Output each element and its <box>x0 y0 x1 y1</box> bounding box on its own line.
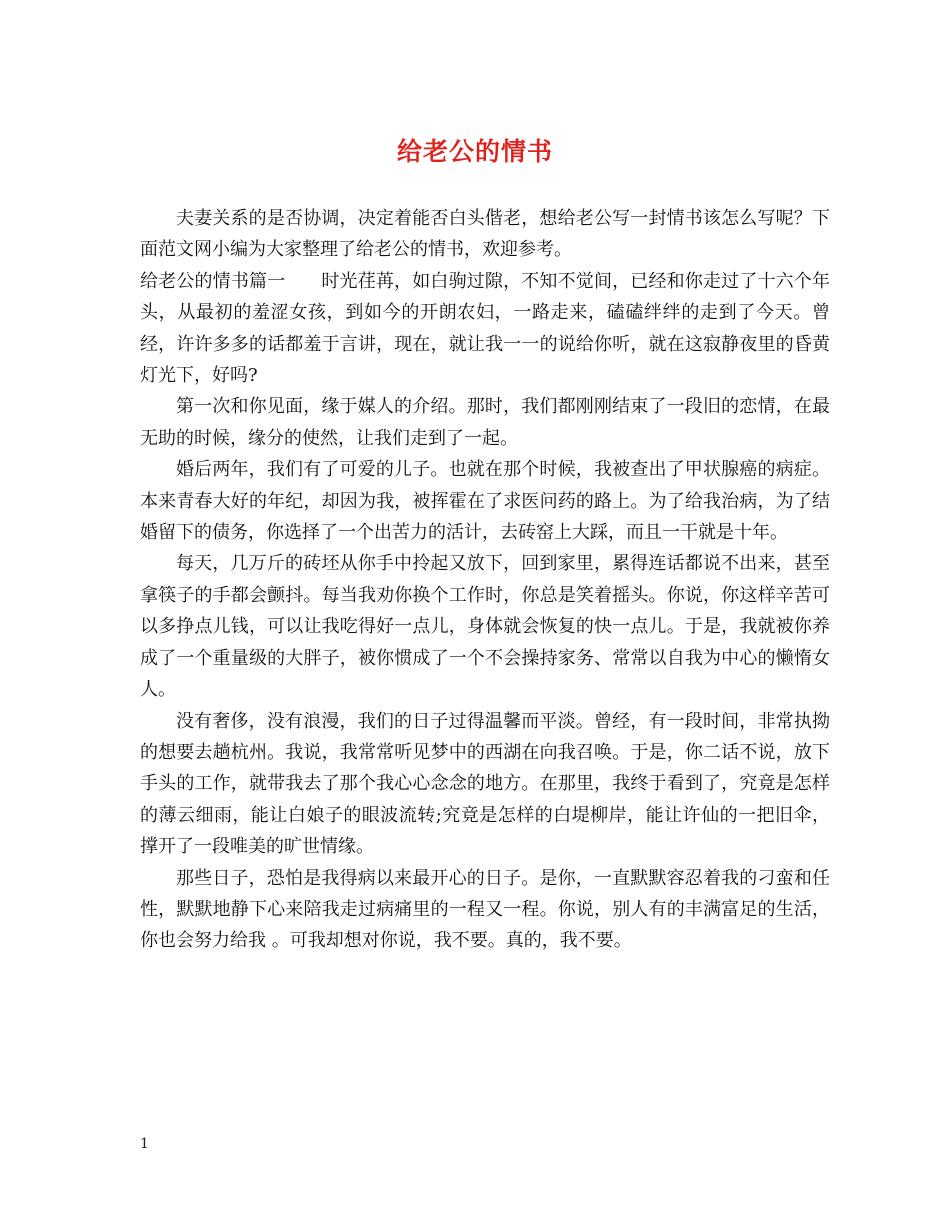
body-paragraph: 那些日子，恐怕是我得病以来最开心的日子。是你，一直默默容忍着我的刁蛮和任性，默默地静下心来陪我走过病痛里的一程又一程。你说，别人有的丰满富足的生活，你也会努力给我 。可我却想对你说，我不要。真的，我不要。 <box>140 867 830 952</box>
body-paragraph: 第一次和你见面，缘于媒人的介绍。那时，我们都刚刚结束了一段旧的恋情，在最无助的时候，缘分的使然，让我们走到了一起。 <box>140 396 830 449</box>
section-heading: 给老公的情书篇一 <box>140 270 286 292</box>
page-number: 1 <box>140 1136 149 1152</box>
body-paragraph: 每天，几万斤的砖坯从你手中拎起又放下，回到家里，累得连话都说不出来，甚至拿筷子的手都会颤抖。每当我劝你换个工作时，你总是笑着摇头。你说，你这样辛苦可以多挣点儿钱，可以让我吃得好一点儿，身体就会恢复的快一点儿。于是，我就被你养成了一个重量级的大胖子，被你惯成了一个不会操持家务、常常以自我为中心的懒惰女人。 <box>140 553 830 701</box>
section-first-text: 时光荏苒，如白驹过隙，不知不觉间，已经和你走过了十六个年头，从最初的羞涩女孩，到如今的开朗农妇，一路走来，磕磕绊绊的走到了今天。曾经，许许多多的话都羞于言讲，现在，就让我一一的说给你听，就在这寂静夜里的昏黄灯光下，好吗? <box>140 270 831 387</box>
body-paragraph: 没有奢侈，没有浪漫，我们的日子过得温馨而平淡。曾经，有一段时间，非常执拗的想要去趟杭州。我说，我常常听见梦中的西湖在向我召唤。于是，你二话不说，放下手头的工作，就带我去了那个我心心念念的地方。在那里，我终于看到了，究竟是怎样的薄云细雨，能让白娘子的眼波流转;究竟是怎样的白堤柳岸，能让许仙的一把旧伞，撑开了一段唯美的旷世情缘。 <box>140 710 830 858</box>
intro-paragraph: 夫妻关系的是否协调，决定着能否白头偕老，想给老公写一封情书该怎么写呢？下面范文网小编为大家整理了给老公的情书，欢迎参考。 <box>140 208 830 261</box>
document-body <box>140 203 830 957</box>
body-paragraph: 婚后两年，我们有了可爱的儿子。也就在那个时候，我被查出了甲状腺癌的病症。本来青春大好的年纪，却因为我，被挥霍在了求医问药的路上。为了给我治病，为了结婚留下的债务，你选择了一个出苦力的活计，去砖窑上大踩，而且一干就是十年。 <box>140 459 830 544</box>
document-title: 给老公的情书 <box>396 137 553 166</box>
section-first-paragraph <box>140 266 830 392</box>
